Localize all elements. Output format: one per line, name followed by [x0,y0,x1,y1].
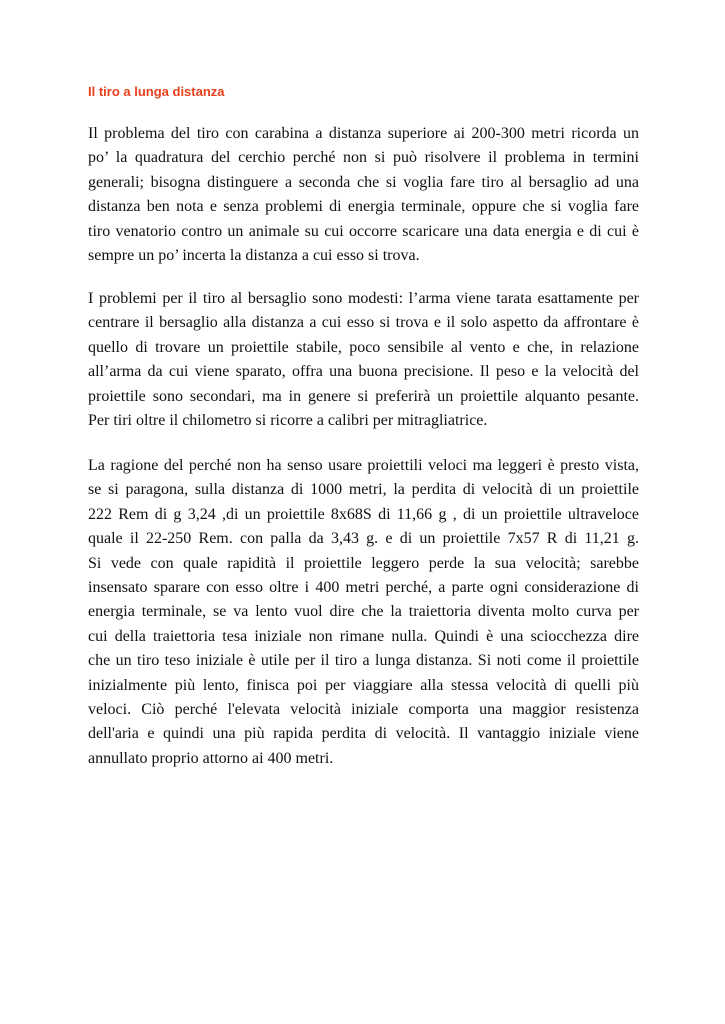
paragraph-line: annullato proprio attorno ai 400 metri. [88,749,334,767]
paragraph-line: sempre un po’ incerta la distanza a cui esso si trova. [88,246,420,264]
paragraph-line: che un tiro teso iniziale è utile per il tiro a lunga distanza. Si noti come il proiettile [88,652,639,670]
document-title: Il tiro a lunga distanza [88,84,225,99]
paragraph-line: Il problema del tiro con carabina a distanza superiore ai 200-300 metri ricorda un [88,125,639,142]
paragraph-line: Si vede con quale rapidità il proiettile leggero perde la sua velocità; sarebbe [88,554,639,572]
paragraph-line: veloci. Ciò perché l'elevata velocità iniziale comporta una maggior resistenza [88,700,639,718]
paragraph-line: insensato sparare con esso oltre i 400 metri perché, a parte ogni considerazione di [88,578,639,596]
paragraph-line: cui della traiettoria tesa iniziale non rimane nulla. Quindi è una sciocchezza dire [88,627,639,645]
paragraph-1 [88,122,639,268]
paragraph-line: proiettile sono secondari, ma in genere si preferirà un proiettile alquanto pesante. [88,387,639,405]
paragraph-line: distanza ben nota e senza problemi di energia terminale, oppure che si voglia fare [88,198,639,216]
paragraph-line: 222 Rem di g 3,24 ,di un proiettile 8x68S di 11,66 g , di un proiettile ultraveloce [88,505,639,523]
paragraph-line: inizialmente più lento, finisca poi per viaggiare alla stessa velocità di quelli più [88,676,639,694]
paragraph-line: Per tiri oltre il chilometro si ricorre a calibri per mitragliatrice. [88,411,488,429]
paragraph-line: tiro venatorio contro un animale su cui occorre scaricare una data energia e di cui è [88,222,639,240]
paragraph-line: energia terminale, se va lento vuol dire che la traiettoria diventa molto curva per [88,603,639,621]
paragraph-line: I problemi per il tiro al bersaglio sono modesti: l’arma viene tarata esattamente per [88,290,639,307]
paragraph-3 [88,454,639,771]
paragraph-line: po’ la quadratura del cerchio perché non si può risolvere il problema in termini [88,149,639,167]
paragraph-2 [88,287,639,433]
paragraph-line: generali; bisogna distinguere a seconda che si voglia fare tiro al bersaglio ad una [88,173,639,191]
paragraph-line: La ragione del perché non ha senso usare proiettili veloci ma leggeri è presto vista, [88,457,639,474]
paragraph-line: quale il 22-250 Rem. con palla da 3,43 g. e di un proiettile 7x57 R di 11,21 g. [88,530,639,548]
paragraph-line: centrare il bersaglio alla distanza a cui esso si trova e il solo aspetto da affrontare è [88,314,639,332]
paragraph-line: all’arma da cui viene sparato, offra una buona precisione. Il peso e la velocità del [88,363,639,381]
paragraph-line: quello di trovare un proiettile stabile, poco sensibile al vento e che, in relazione [88,338,639,356]
paragraph-line: dell'aria e quindi una più rapida perdita di velocità. Il vantaggio iniziale viene [88,725,639,743]
paragraph-line: se si paragona, sulla distanza di 1000 metri, la perdita di velocità di un proiettile [88,481,639,499]
